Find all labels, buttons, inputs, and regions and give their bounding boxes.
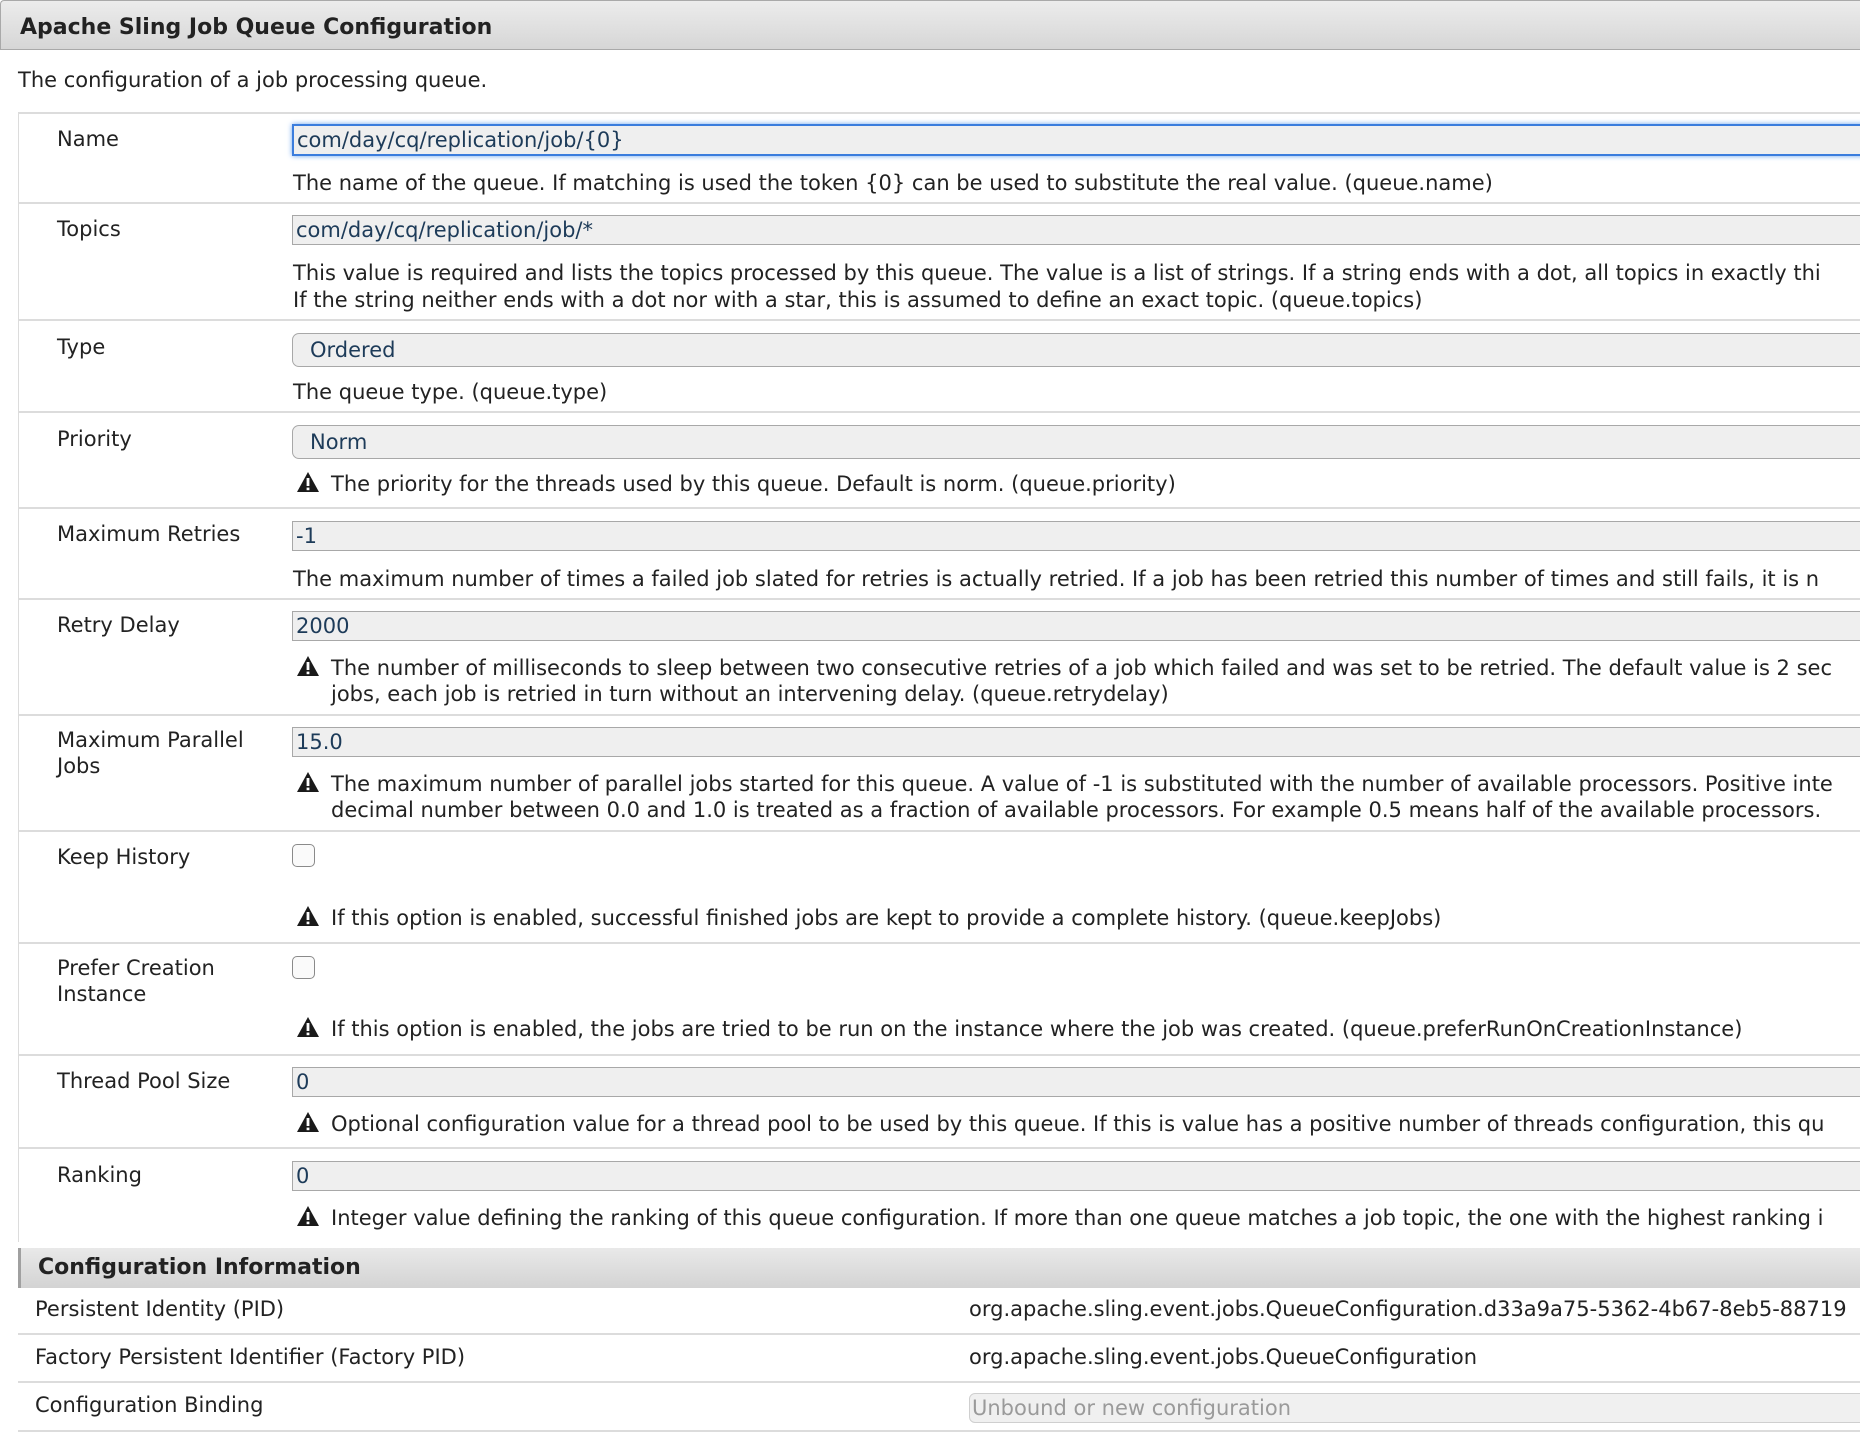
form-left-border	[18, 112, 19, 1242]
type-select[interactable]: Ordered	[292, 333, 1860, 367]
divider	[18, 112, 1860, 114]
factory-pid-label: Factory Persistent Identifier (Factory PID)	[35, 1345, 466, 1369]
ranking-help: Integer value defining the ranking of this queue configuration. If more than one queue matches a job topic, the one with the highest ranking i	[331, 1206, 1824, 1230]
max-parallel-input[interactable]: 15.0	[292, 727, 1860, 757]
divider	[18, 202, 1860, 204]
binding-label: Configuration Binding	[35, 1393, 264, 1417]
divider	[18, 714, 1860, 716]
max-retries-help: The maximum number of times a failed job slated for retries is actually retried. If a job has been retried this number of times and still fails, it is n	[293, 567, 1820, 591]
name-label: Name	[57, 127, 119, 151]
binding-select[interactable]: Unbound or new configuration	[969, 1393, 1860, 1423]
type-label: Type	[57, 335, 106, 359]
divider	[18, 598, 1860, 600]
name-value: com/day/cq/replication/job/{0}	[297, 128, 624, 152]
pid-value: org.apache.sling.event.jobs.QueueConfiguration.d33a9a75-5362-4b67-8eb5-88719	[969, 1297, 1847, 1321]
divider	[18, 1054, 1860, 1056]
priority-label: Priority	[57, 427, 132, 451]
retry-delay-input[interactable]: 2000	[292, 611, 1860, 641]
dialog-title-bar	[0, 0, 1860, 50]
max-parallel-label-line2: Jobs	[57, 754, 101, 778]
divider	[18, 1147, 1860, 1149]
divider	[18, 507, 1860, 509]
max-retries-label: Maximum Retries	[57, 522, 241, 546]
topics-help-line2: If the string neither ends with a dot nor with a star, this is assumed to define an exact topic. (queue.topics)	[293, 288, 1423, 312]
topics-help-line1: This value is required and lists the topics processed by this queue. The value is a list of strings. If a string ends with a dot, all topics in exactly thi	[293, 261, 1821, 285]
warning-triangle-icon	[296, 1016, 320, 1038]
warning-triangle-icon	[296, 471, 320, 493]
priority-select[interactable]: Norm	[292, 425, 1860, 459]
divider	[18, 942, 1860, 944]
topics-label: Topics	[57, 217, 121, 241]
warning-triangle-icon	[296, 1205, 320, 1227]
topics-input[interactable]: com/day/cq/replication/job/*	[292, 215, 1860, 245]
ranking-input[interactable]: 0	[292, 1161, 1860, 1191]
max-parallel-help-line1: The maximum number of parallel jobs started for this queue. A value of -1 is substituted with the number of available processors. Positive inte	[331, 772, 1833, 796]
prefer-creation-help: If this option is enabled, the jobs are tried to be run on the instance where the job was created. (queue.preferRunOnCreationInstance)	[331, 1017, 1743, 1041]
retry-delay-label: Retry Delay	[57, 613, 180, 637]
divider	[18, 319, 1860, 321]
retry-delay-help-line2: jobs, each job is retried in turn without an intervening delay. (queue.retrydelay)	[331, 682, 1169, 706]
config-info-title: Configuration Information	[38, 1255, 361, 1280]
divider	[18, 1381, 1860, 1383]
max-parallel-label-line1: Maximum Parallel	[57, 728, 244, 752]
max-parallel-help-line2: decimal number between 0.0 and 1.0 is treated as a fraction of available processors. For example 0.5 means half of the available processors.	[331, 798, 1822, 822]
thread-pool-size-input[interactable]: 0	[292, 1067, 1860, 1097]
keep-history-help: If this option is enabled, successful finished jobs are kept to provide a complete history. (queue.keepJobs)	[331, 906, 1442, 930]
retry-delay-help-line1: The number of milliseconds to sleep between two consecutive retries of a job which failed and was set to be retried. The default value is 2 sec	[331, 656, 1832, 680]
warning-triangle-icon	[296, 905, 320, 927]
warning-triangle-icon	[296, 1111, 320, 1133]
max-retries-input[interactable]: -1	[292, 521, 1860, 551]
warning-triangle-icon	[296, 655, 320, 677]
divider	[18, 1333, 1860, 1335]
ranking-label: Ranking	[57, 1163, 142, 1187]
keep-history-label: Keep History	[57, 845, 191, 869]
prefer-creation-label-line1: Prefer Creation	[57, 956, 215, 980]
thread-pool-size-label: Thread Pool Size	[57, 1069, 231, 1093]
divider	[18, 830, 1860, 832]
thread-pool-size-help: Optional configuration value for a thread pool to be used by this queue. If this is value has a positive number of threads configuration, this qu	[331, 1112, 1825, 1136]
prefer-creation-label-line2: Instance	[57, 982, 147, 1006]
warning-triangle-icon	[296, 771, 320, 793]
keep-history-checkbox[interactable]	[292, 844, 315, 867]
divider	[18, 1430, 1860, 1432]
factory-pid-value: org.apache.sling.event.jobs.QueueConfiguration	[969, 1345, 1478, 1369]
config-info-header	[18, 1248, 1860, 1288]
name-input[interactable]	[292, 124, 1860, 156]
divider	[18, 411, 1860, 413]
priority-help: The priority for the threads used by this queue. Default is norm. (queue.priority)	[331, 472, 1176, 496]
dialog-title: Apache Sling Job Queue Configuration	[20, 15, 493, 40]
name-help: The name of the queue. If matching is used the token {0} can be used to substitute the real value. (queue.name)	[293, 171, 1493, 195]
dialog-description: The configuration of a job processing queue.	[18, 68, 488, 92]
type-help: The queue type. (queue.type)	[293, 380, 608, 404]
prefer-creation-checkbox[interactable]	[292, 956, 315, 979]
pid-label: Persistent Identity (PID)	[35, 1297, 285, 1321]
